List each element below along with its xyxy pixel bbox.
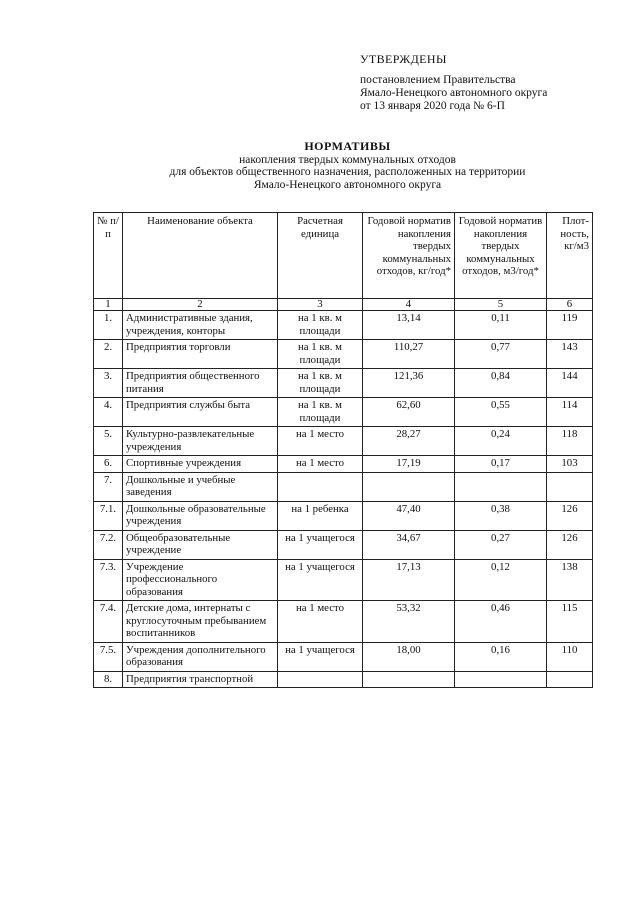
column-number: 3	[278, 299, 363, 311]
object-name: Культурно-развлекательные учреждения	[123, 427, 278, 456]
volume-norm: 0,84	[455, 369, 547, 398]
calc-unit	[278, 671, 363, 688]
table-row	[94, 472, 593, 501]
row-number: 7.5.	[94, 642, 123, 671]
calc-unit: на 1 кв. м площади	[278, 311, 363, 340]
row-number: 8.	[94, 671, 123, 688]
title-line: для объектов общественного назначения, расположенных на территории	[169, 166, 526, 178]
approval-line: Ямало-Ненецкого автономного округа	[360, 87, 548, 99]
object-name: Предприятия торговли	[123, 340, 278, 369]
table-row	[94, 501, 593, 530]
column-number: 6	[547, 299, 593, 311]
volume-norm: 0,17	[455, 456, 547, 473]
row-number: 5.	[94, 427, 123, 456]
document-title	[140, 140, 555, 191]
table-row	[94, 427, 593, 456]
header-unit: Расчетная единица	[278, 213, 363, 299]
table-row	[94, 398, 593, 427]
density-value: 114	[547, 398, 593, 427]
object-name: Общеобразовательные учреждение	[123, 530, 278, 559]
table-row	[94, 642, 593, 671]
norms-table	[93, 212, 593, 688]
object-name: Учреждения дополнительного образования	[123, 642, 278, 671]
density-value: 126	[547, 501, 593, 530]
volume-norm: 0,12	[455, 559, 547, 601]
object-name: Детские дома, интернаты с круглосуточным пребыванием воспитанников	[123, 601, 278, 643]
density-value: 115	[547, 601, 593, 643]
approved-label: УТВЕРЖДЕНЫ	[360, 52, 447, 66]
density-value: 138	[547, 559, 593, 601]
column-number: 2	[123, 299, 278, 311]
column-number: 4	[363, 299, 455, 311]
column-number-row	[94, 299, 593, 311]
calc-unit	[278, 472, 363, 501]
density-value: 103	[547, 456, 593, 473]
mass-norm	[363, 671, 455, 688]
density-value: 119	[547, 311, 593, 340]
mass-norm: 53,32	[363, 601, 455, 643]
volume-norm: 0,27	[455, 530, 547, 559]
mass-norm: 110,27	[363, 340, 455, 369]
mass-norm: 13,14	[363, 311, 455, 340]
header-name: Наименование объекта	[123, 213, 278, 299]
calc-unit: на 1 ребенка	[278, 501, 363, 530]
calc-unit: на 1 место	[278, 601, 363, 643]
object-name: Учреждение профессионального образования	[123, 559, 278, 601]
density-value: 143	[547, 340, 593, 369]
table-row	[94, 559, 593, 601]
mass-norm: 18,00	[363, 642, 455, 671]
approval-details	[360, 74, 547, 113]
table-row	[94, 671, 593, 688]
volume-norm: 0,46	[455, 601, 547, 643]
calc-unit: на 1 место	[278, 427, 363, 456]
object-name: Предприятия транспортной	[123, 671, 278, 688]
volume-norm: 0,38	[455, 501, 547, 530]
table-header-row	[94, 213, 593, 299]
mass-norm: 17,13	[363, 559, 455, 601]
object-name: Административные здания, учреждения, конторы	[123, 311, 278, 340]
title-line: Ямало-Ненецкого автономного округа	[253, 178, 442, 191]
volume-norm: 0,77	[455, 340, 547, 369]
row-number: 7.2.	[94, 530, 123, 559]
mass-norm	[363, 472, 455, 501]
object-name: Предприятия службы быта	[123, 398, 278, 427]
volume-norm	[455, 472, 547, 501]
approval-line: от 13 января 2020 года № 6-П	[360, 100, 505, 112]
row-number: 4.	[94, 398, 123, 427]
table-row	[94, 456, 593, 473]
calc-unit: на 1 кв. м площади	[278, 369, 363, 398]
mass-norm: 28,27	[363, 427, 455, 456]
title-heading: НОРМАТИВЫ	[304, 139, 391, 153]
header-mass: Годовой норматив накопления твердых коммунальных отходов, кг/год*	[363, 213, 455, 299]
object-name: Дошкольные образовательные учреждения	[123, 501, 278, 530]
table-row	[94, 340, 593, 369]
table-row	[94, 601, 593, 643]
mass-norm: 47,40	[363, 501, 455, 530]
row-number: 3.	[94, 369, 123, 398]
mass-norm: 62,60	[363, 398, 455, 427]
object-name: Спортивные учреждения	[123, 456, 278, 473]
density-value	[547, 671, 593, 688]
object-name: Предприятия общественного питания	[123, 369, 278, 398]
row-number: 7.3.	[94, 559, 123, 601]
volume-norm: 0,11	[455, 311, 547, 340]
title-line: накопления твердых коммунальных отходов	[239, 153, 456, 166]
column-number: 5	[455, 299, 547, 311]
calc-unit: на 1 учащегося	[278, 530, 363, 559]
row-number: 7.4.	[94, 601, 123, 643]
object-name: Дошкольные и учебные заведения	[123, 472, 278, 501]
header-num: № п/п	[94, 213, 123, 299]
table-row	[94, 530, 593, 559]
mass-norm: 17,19	[363, 456, 455, 473]
density-value: 110	[547, 642, 593, 671]
row-number: 2.	[94, 340, 123, 369]
row-number: 6.	[94, 456, 123, 473]
table-row	[94, 369, 593, 398]
row-number: 7.	[94, 472, 123, 501]
density-value	[547, 472, 593, 501]
row-number: 7.1.	[94, 501, 123, 530]
calc-unit: на 1 кв. м площади	[278, 398, 363, 427]
calc-unit: на 1 учащегося	[278, 559, 363, 601]
row-number: 1.	[94, 311, 123, 340]
volume-norm: 0,24	[455, 427, 547, 456]
mass-norm: 34,67	[363, 530, 455, 559]
calc-unit: на 1 место	[278, 456, 363, 473]
mass-norm: 121,36	[363, 369, 455, 398]
calc-unit: на 1 кв. м площади	[278, 340, 363, 369]
density-value: 118	[547, 427, 593, 456]
volume-norm	[455, 671, 547, 688]
calc-unit: на 1 учащегося	[278, 642, 363, 671]
norms-table-body	[94, 311, 593, 688]
header-volume: Годовой норматив накопления твердых коммунальных отходов, м3/год*	[455, 213, 547, 299]
density-value: 144	[547, 369, 593, 398]
column-number: 1	[94, 299, 123, 311]
density-value: 126	[547, 530, 593, 559]
approval-line: постановлением Правительства	[360, 74, 516, 86]
volume-norm: 0,55	[455, 398, 547, 427]
table-row	[94, 311, 593, 340]
header-density: Плот-ность, кг/м3	[547, 213, 593, 299]
volume-norm: 0,16	[455, 642, 547, 671]
